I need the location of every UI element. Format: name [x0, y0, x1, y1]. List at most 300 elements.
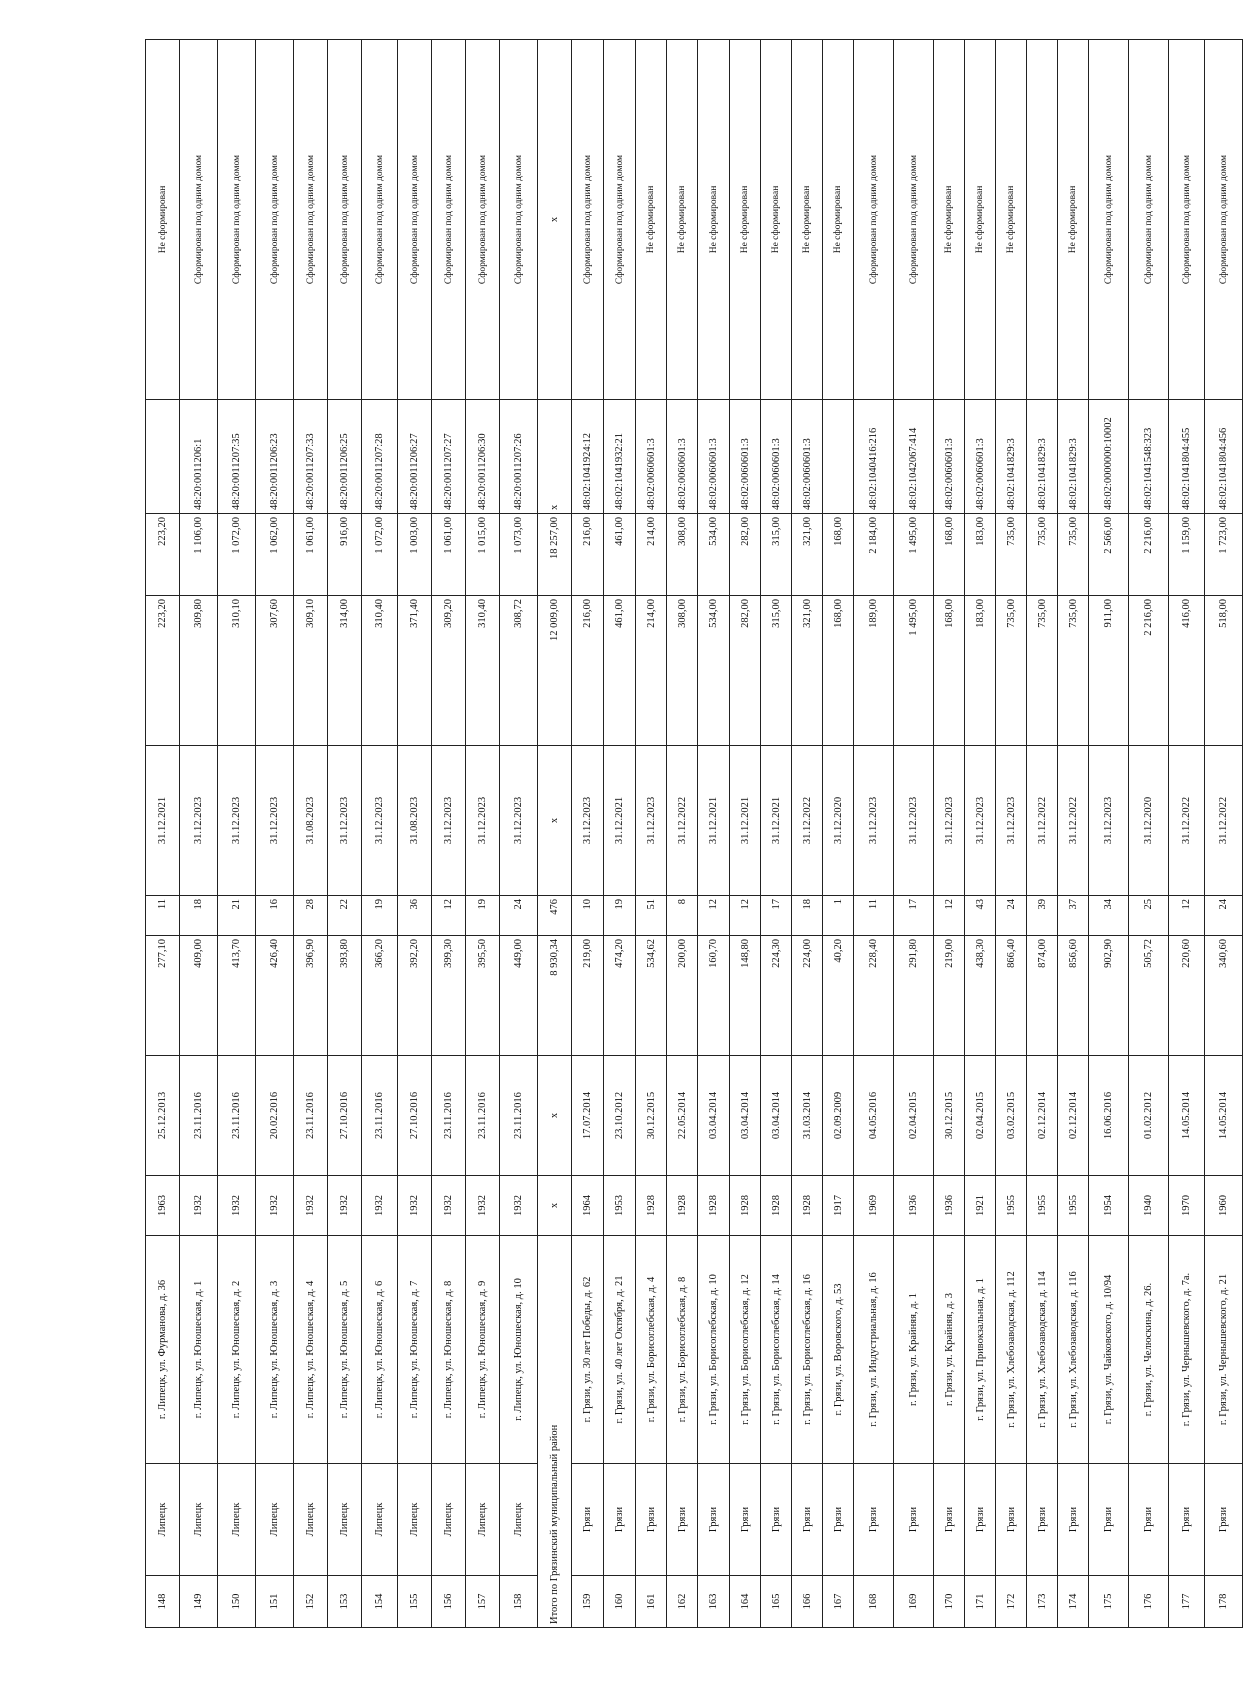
cell-addr: г. Грязи, ул. Крайняя, д. 1 — [894, 1236, 934, 1464]
cell-date: 20.02.2016 — [256, 1056, 294, 1176]
cell-people: 17 — [894, 896, 934, 936]
cell-no: 172 — [996, 1576, 1027, 1628]
cell-addr: г. Липецк, ул. Юношеская, д. 2 — [218, 1236, 256, 1464]
cell-s1: 307,60 — [256, 596, 294, 746]
cell-area: 277,10 — [146, 936, 180, 1056]
cell-status: Не сформирован — [934, 40, 965, 400]
table-row — [256, 40, 294, 1628]
cell-status: Не сформирован — [996, 40, 1027, 400]
table-row — [1058, 40, 1089, 1628]
table-row — [1027, 40, 1058, 1628]
cell-year: 1932 — [466, 1176, 500, 1236]
cell-status: Не сформирован — [1058, 40, 1089, 400]
cell-city: Грязи — [894, 1464, 934, 1576]
cell-s1: 371,40 — [398, 596, 432, 746]
table-row — [328, 40, 362, 1628]
cell-s2: 214,00 — [636, 514, 667, 596]
cell-area: 219,00 — [572, 936, 604, 1056]
table-row — [604, 40, 636, 1628]
cell-s2: 735,00 — [1027, 514, 1058, 596]
cell-year: 1969 — [854, 1176, 894, 1236]
cell-addr: г. Липецк, ул. Юношеская, д. 3 — [256, 1236, 294, 1464]
cell-deadline: 31.12.2021 — [604, 746, 636, 896]
cell-deadline: 31.12.2020 — [1129, 746, 1169, 896]
cell-date: 23.11.2016 — [294, 1056, 328, 1176]
cell-people: 43 — [965, 896, 996, 936]
cell-s1: 216,00 — [572, 596, 604, 746]
cell-people: 18 — [792, 896, 823, 936]
cell-s1: 309,80 — [180, 596, 218, 746]
cell-people: 18 — [180, 896, 218, 936]
cell-date: 02.04.2015 — [894, 1056, 934, 1176]
cell-date: 27.10.2016 — [398, 1056, 432, 1176]
cell-deadline: 31.08.2023 — [398, 746, 432, 896]
cell-area: 399,30 — [432, 936, 466, 1056]
table-row — [854, 40, 894, 1628]
cell-people: 19 — [466, 896, 500, 936]
cell-cad: 48:02:1041932:21 — [604, 400, 636, 514]
cell-people: 12 — [730, 896, 761, 936]
cell-s1: 314,00 — [328, 596, 362, 746]
cell-year: 1928 — [761, 1176, 792, 1236]
table-row — [1129, 40, 1169, 1628]
cell-cad: 48:02:1041804:455 — [1169, 400, 1205, 514]
cell-s2: 282,00 — [730, 514, 761, 596]
cell-deadline: 31.12.2023 — [854, 746, 894, 896]
cell-city: Грязи — [698, 1464, 730, 1576]
cell-area: 219,00 — [934, 936, 965, 1056]
cell-year: 1964 — [572, 1176, 604, 1236]
cell-people: 8 — [667, 896, 698, 936]
cell-status: Сформирован под одним домом — [294, 40, 328, 400]
table-row — [761, 40, 792, 1628]
cell-cad: 48:02:1040416:216 — [854, 400, 894, 514]
cell-year: 1932 — [180, 1176, 218, 1236]
cell-s1: 735,00 — [996, 596, 1027, 746]
cell-deadline: 31.12.2023 — [500, 746, 538, 896]
cell-year: 1928 — [667, 1176, 698, 1236]
cell-no: 159 — [572, 1576, 604, 1628]
cell-status: Не сформирован — [823, 40, 854, 400]
cell-s2: 1 061,00 — [294, 514, 328, 596]
cell-cad — [146, 400, 180, 514]
table-row — [572, 40, 604, 1628]
cell-s1: 168,00 — [934, 596, 965, 746]
cell-no: 158 — [500, 1576, 538, 1628]
cell-area: 534,62 — [636, 936, 667, 1056]
cell-deadline: 31.12.2023 — [256, 746, 294, 896]
cell-s1: 12 009,00 — [538, 596, 572, 746]
cell-cad: 48:20:0011207:33 — [294, 400, 328, 514]
cell-no: 174 — [1058, 1576, 1089, 1628]
cell-addr: г. Липецк, ул. Юношеская, д. 8 — [432, 1236, 466, 1464]
cell-area: 474,20 — [604, 936, 636, 1056]
cell-people: 34 — [1089, 896, 1129, 936]
cell-city: Грязи — [1089, 1464, 1129, 1576]
cell-no: 167 — [823, 1576, 854, 1628]
cell-date: 31.03.2014 — [792, 1056, 823, 1176]
cell-year: 1932 — [398, 1176, 432, 1236]
cell-no: 149 — [180, 1576, 218, 1628]
cell-status: Сформирован под одним домом — [854, 40, 894, 400]
total-label: Итого по Грязинский муниципальный район — [538, 1236, 572, 1628]
cell-city: Липецк — [328, 1464, 362, 1576]
cell-cad: 48:02:1041924:12 — [572, 400, 604, 514]
cell-deadline: 31.12.2022 — [667, 746, 698, 896]
cell-status: Не сформирован — [761, 40, 792, 400]
rotated-table-viewport — [145, 40, 1229, 1628]
cell-cad: 48:02:0060601:3 — [934, 400, 965, 514]
cell-people: 10 — [572, 896, 604, 936]
cell-s1: 735,00 — [1027, 596, 1058, 746]
cell-cad: 48:02:1041829:3 — [1058, 400, 1089, 514]
cell-year: 1932 — [432, 1176, 466, 1236]
cell-year: 1940 — [1129, 1176, 1169, 1236]
cell-area: 449,00 — [500, 936, 538, 1056]
cell-people: 19 — [604, 896, 636, 936]
cell-people: 11 — [854, 896, 894, 936]
cell-city: Грязи — [792, 1464, 823, 1576]
cell-date: 03.04.2014 — [761, 1056, 792, 1176]
cell-s2: 1 062,00 — [256, 514, 294, 596]
cell-addr: г. Липецк, ул. Юношеская, д. 5 — [328, 1236, 362, 1464]
cell-addr: г. Грязи, ул. Борисоглебская, д. 16 — [792, 1236, 823, 1464]
cell-year: 1928 — [636, 1176, 667, 1236]
table-row — [636, 40, 667, 1628]
cell-year: 1932 — [294, 1176, 328, 1236]
cell-city: Липецк — [500, 1464, 538, 1576]
table-row — [730, 40, 761, 1628]
cell-city: Грязи — [1169, 1464, 1205, 1576]
table-row — [1089, 40, 1129, 1628]
cell-no: 168 — [854, 1576, 894, 1628]
cell-area: 874,00 — [1027, 936, 1058, 1056]
cell-date: x — [538, 1056, 572, 1176]
cell-cad: 48:20:0011207:27 — [432, 400, 466, 514]
cell-deadline: 31.12.2023 — [965, 746, 996, 896]
cell-city: Грязи — [934, 1464, 965, 1576]
cell-s1: 1 495,00 — [894, 596, 934, 746]
cell-city: Грязи — [667, 1464, 698, 1576]
cell-addr: г. Грязи, ул. Хлебозаводская, д. 116 — [1058, 1236, 1089, 1464]
cell-deadline: 31.12.2021 — [761, 746, 792, 896]
table-row — [180, 40, 218, 1628]
cell-cad: 48:20:0011206:25 — [328, 400, 362, 514]
cell-city: Липецк — [466, 1464, 500, 1576]
cell-cad: 48:20:0011206:1 — [180, 400, 218, 514]
cell-s2: 2 566,00 — [1089, 514, 1129, 596]
cell-s1: 735,00 — [1058, 596, 1089, 746]
cell-date: 02.09.2009 — [823, 1056, 854, 1176]
cell-cad: 48:02:1041548:323 — [1129, 400, 1169, 514]
cell-s2: 1 072,00 — [362, 514, 398, 596]
cell-no: 173 — [1027, 1576, 1058, 1628]
cell-area: 160,70 — [698, 936, 730, 1056]
cell-status: Не сформирован — [667, 40, 698, 400]
cell-addr: г. Грязи, ул. Хлебозаводская, д. 112 — [996, 1236, 1027, 1464]
cell-status: Сформирован под одним домом — [362, 40, 398, 400]
cell-city: Грязи — [1027, 1464, 1058, 1576]
cell-no: 155 — [398, 1576, 432, 1628]
cell-no: 153 — [328, 1576, 362, 1628]
cell-cad: 48:20:0011207:26 — [500, 400, 538, 514]
cell-city: Грязи — [823, 1464, 854, 1576]
cell-deadline: 31.12.2022 — [792, 746, 823, 896]
cell-s1: 518,00 — [1205, 596, 1243, 746]
cell-s2: 321,00 — [792, 514, 823, 596]
cell-addr: г. Липецк, ул. Фурманова, д. 36 — [146, 1236, 180, 1464]
cell-area: 426,40 — [256, 936, 294, 1056]
cell-deadline: 31.08.2023 — [294, 746, 328, 896]
cell-people: 12 — [934, 896, 965, 936]
cell-people: 21 — [218, 896, 256, 936]
cell-date: 14.05.2014 — [1205, 1056, 1243, 1176]
cell-year: 1932 — [218, 1176, 256, 1236]
cell-deadline: 31.12.2022 — [1058, 746, 1089, 896]
cell-addr: г. Грязи, ул. Борисоглебская, д. 14 — [761, 1236, 792, 1464]
cell-people: 25 — [1129, 896, 1169, 936]
cell-year: 1955 — [1027, 1176, 1058, 1236]
cell-addr: г. Грязи, ул. Чайковского, д. 10/94 — [1089, 1236, 1129, 1464]
table-row — [934, 40, 965, 1628]
table-row — [996, 40, 1027, 1628]
cell-deadline: 31.12.2023 — [1089, 746, 1129, 896]
cell-deadline: 31.12.2022 — [1205, 746, 1243, 896]
cell-area: 392,20 — [398, 936, 432, 1056]
cell-cad: 48:20:0011207:28 — [362, 400, 398, 514]
cell-addr: г. Липецк, ул. Юношеская, д. 1 — [180, 1236, 218, 1464]
cell-no: 170 — [934, 1576, 965, 1628]
cell-date: 02.04.2015 — [965, 1056, 996, 1176]
cell-area: 224,30 — [761, 936, 792, 1056]
cell-s1: 309,10 — [294, 596, 328, 746]
cell-addr: г. Грязи, ул. Чернышевского, д. 21 — [1205, 1236, 1243, 1464]
cell-area: 340,60 — [1205, 936, 1243, 1056]
cell-city: Липецк — [218, 1464, 256, 1576]
cell-s2: 223,20 — [146, 514, 180, 596]
cell-city: Липецк — [432, 1464, 466, 1576]
cell-s1: 321,00 — [792, 596, 823, 746]
cell-people: 16 — [256, 896, 294, 936]
cell-s2: 916,00 — [328, 514, 362, 596]
cell-s1: 308,00 — [667, 596, 698, 746]
cell-people: 36 — [398, 896, 432, 936]
cell-addr: г. Грязи, ул. Хлебозаводская, д. 114 — [1027, 1236, 1058, 1464]
cell-no: 162 — [667, 1576, 698, 1628]
cell-deadline: 31.12.2023 — [218, 746, 256, 896]
cell-cad: 48:02:1041829:3 — [1027, 400, 1058, 514]
cell-people: 39 — [1027, 896, 1058, 936]
cell-year: 1955 — [996, 1176, 1027, 1236]
cell-deadline: 31.12.2023 — [432, 746, 466, 896]
cell-cad: 48:20:0011206:27 — [398, 400, 432, 514]
table-row — [1205, 40, 1243, 1628]
cell-date: 23.11.2016 — [218, 1056, 256, 1176]
cell-addr: г. Липецк, ул. Юношеская, д. 10 — [500, 1236, 538, 1464]
cell-city: Липецк — [362, 1464, 398, 1576]
cell-deadline: 31.12.2023 — [572, 746, 604, 896]
cell-s2: 308,00 — [667, 514, 698, 596]
cell-s2: 2 216,00 — [1129, 514, 1169, 596]
cell-deadline: 31.12.2021 — [698, 746, 730, 896]
cell-cad: 48:02:1042067:414 — [894, 400, 934, 514]
cell-date: 27.10.2016 — [328, 1056, 362, 1176]
cell-cad — [823, 400, 854, 514]
cell-status: Сформирован под одним домом — [180, 40, 218, 400]
cell-date: 23.11.2016 — [180, 1056, 218, 1176]
cell-no: 160 — [604, 1576, 636, 1628]
cell-deadline: x — [538, 746, 572, 896]
cell-city: Липецк — [180, 1464, 218, 1576]
cell-deadline: 31.12.2023 — [328, 746, 362, 896]
cell-area: 409,00 — [180, 936, 218, 1056]
table-row — [698, 40, 730, 1628]
cell-addr: г. Липецк, ул. Юношеская, д. 6 — [362, 1236, 398, 1464]
cell-s2: 183,00 — [965, 514, 996, 596]
cell-date: 30.12.2015 — [636, 1056, 667, 1176]
cell-people: 24 — [996, 896, 1027, 936]
cell-cad: 48:02:0060601:3 — [636, 400, 667, 514]
cell-addr: г. Липецк, ул. Юношеская, д. 4 — [294, 1236, 328, 1464]
cell-date: 03.02.2015 — [996, 1056, 1027, 1176]
cell-addr: г. Грязи, ул. Воровского, д. 53 — [823, 1236, 854, 1464]
cell-cad: 48:02:1041804:456 — [1205, 400, 1243, 514]
cell-area: 438,30 — [965, 936, 996, 1056]
cell-status — [1027, 40, 1058, 400]
cell-s2: 735,00 — [1058, 514, 1089, 596]
cell-addr: г. Грязи, ул. Борисоглебская, д. 10 — [698, 1236, 730, 1464]
cell-deadline: 31.12.2023 — [996, 746, 1027, 896]
cell-people: 51 — [636, 896, 667, 936]
cell-no: 177 — [1169, 1576, 1205, 1628]
cell-date: 03.04.2014 — [698, 1056, 730, 1176]
housing-table — [145, 39, 1243, 1628]
cell-year: 1932 — [362, 1176, 398, 1236]
cell-cad: 48:02:0060601:3 — [730, 400, 761, 514]
cell-area: 8 930,34 — [538, 936, 572, 1056]
cell-s2: 735,00 — [996, 514, 1027, 596]
cell-s1: 461,00 — [604, 596, 636, 746]
cell-addr: г. Грязи, ул. Борисоглебская, д. 8 — [667, 1236, 698, 1464]
cell-year: 1955 — [1058, 1176, 1089, 1236]
cell-city: Грязи — [1058, 1464, 1089, 1576]
cell-addr: г. Грязи, ул. Индустриальная, д. 16 — [854, 1236, 894, 1464]
cell-date: 23.10.2012 — [604, 1056, 636, 1176]
cell-city: Грязи — [730, 1464, 761, 1576]
cell-date: 04.05.2016 — [854, 1056, 894, 1176]
cell-deadline: 31.12.2023 — [894, 746, 934, 896]
cell-deadline: 31.12.2023 — [180, 746, 218, 896]
cell-addr: г. Грязи, ул. Челюскина, д. 26. — [1129, 1236, 1169, 1464]
cell-no: 156 — [432, 1576, 466, 1628]
cell-area: 396,90 — [294, 936, 328, 1056]
cell-s2: 1 723,00 — [1205, 514, 1243, 596]
cell-status: Не сформирован — [698, 40, 730, 400]
cell-no: 157 — [466, 1576, 500, 1628]
cell-s2: 18 257,00 — [538, 514, 572, 596]
cell-city: Грязи — [761, 1464, 792, 1576]
table-row — [894, 40, 934, 1628]
cell-area: 291,80 — [894, 936, 934, 1056]
cell-deadline: 31.12.2023 — [934, 746, 965, 896]
cell-s1: 911,00 — [1089, 596, 1129, 746]
cell-status: Сформирован под одним домом — [466, 40, 500, 400]
cell-year: 1936 — [894, 1176, 934, 1236]
cell-addr: г. Грязи, ул. Крайняя, д. 3 — [934, 1236, 965, 1464]
cell-no: 148 — [146, 1576, 180, 1628]
cell-s1: 315,00 — [761, 596, 792, 746]
cell-city: Липецк — [146, 1464, 180, 1576]
cell-s2: 168,00 — [934, 514, 965, 596]
cell-deadline: 31.12.2023 — [362, 746, 398, 896]
cell-s2: 1 159,00 — [1169, 514, 1205, 596]
cell-people: 22 — [328, 896, 362, 936]
cell-status: Не сформирован — [146, 40, 180, 400]
cell-s2: 1 073,00 — [500, 514, 538, 596]
cell-cad: 48:02:0060601:3 — [761, 400, 792, 514]
cell-year: 1932 — [500, 1176, 538, 1236]
cell-year: x — [538, 1176, 572, 1236]
cell-status: Сформирован под одним домом — [1089, 40, 1129, 400]
cell-status: Не сформирован — [636, 40, 667, 400]
cell-people: 12 — [432, 896, 466, 936]
cell-date: 14.05.2014 — [1169, 1056, 1205, 1176]
table-row — [823, 40, 854, 1628]
cell-cad: 48:02:0060601:3 — [698, 400, 730, 514]
cell-deadline: 31.12.2022 — [1169, 746, 1205, 896]
cell-cad: x — [538, 400, 572, 514]
cell-area: 395,50 — [466, 936, 500, 1056]
cell-s2: 2 184,00 — [854, 514, 894, 596]
cell-status: Сформирован под одним домом — [432, 40, 466, 400]
cell-addr: г. Липецк, ул. Юношеская, д. 9 — [466, 1236, 500, 1464]
table-row — [466, 40, 500, 1628]
cell-date: 22.05.2014 — [667, 1056, 698, 1176]
cell-year: 1928 — [792, 1176, 823, 1236]
cell-s1: 534,00 — [698, 596, 730, 746]
cell-no: 152 — [294, 1576, 328, 1628]
cell-status: Сформирован под одним домом — [218, 40, 256, 400]
cell-status: Не сформирован — [730, 40, 761, 400]
cell-s2: 315,00 — [761, 514, 792, 596]
table-row — [398, 40, 432, 1628]
table-row — [218, 40, 256, 1628]
cell-s2: 1 061,00 — [432, 514, 466, 596]
cell-year: 1953 — [604, 1176, 636, 1236]
cell-status: Не сформирован — [965, 40, 996, 400]
table-total-row — [538, 40, 572, 1628]
cell-cad: 48:20:0011206:23 — [256, 400, 294, 514]
cell-no: 151 — [256, 1576, 294, 1628]
cell-no: 169 — [894, 1576, 934, 1628]
table-row — [1169, 40, 1205, 1628]
cell-area: 413,70 — [218, 936, 256, 1056]
cell-area: 148,80 — [730, 936, 761, 1056]
cell-no: 176 — [1129, 1576, 1169, 1628]
cell-year: 1960 — [1205, 1176, 1243, 1236]
cell-date: 23.11.2016 — [362, 1056, 398, 1176]
cell-no: 165 — [761, 1576, 792, 1628]
cell-s1: 189,00 — [854, 596, 894, 746]
cell-addr: г. Липецк, ул. Юношеская, д. 7 — [398, 1236, 432, 1464]
cell-status: x — [538, 40, 572, 400]
cell-no: 178 — [1205, 1576, 1243, 1628]
cell-status: Сформирован под одним домом — [328, 40, 362, 400]
table-row — [294, 40, 328, 1628]
table-body — [146, 40, 1243, 1628]
cell-s1: 309,20 — [432, 596, 466, 746]
cell-s1: 282,00 — [730, 596, 761, 746]
